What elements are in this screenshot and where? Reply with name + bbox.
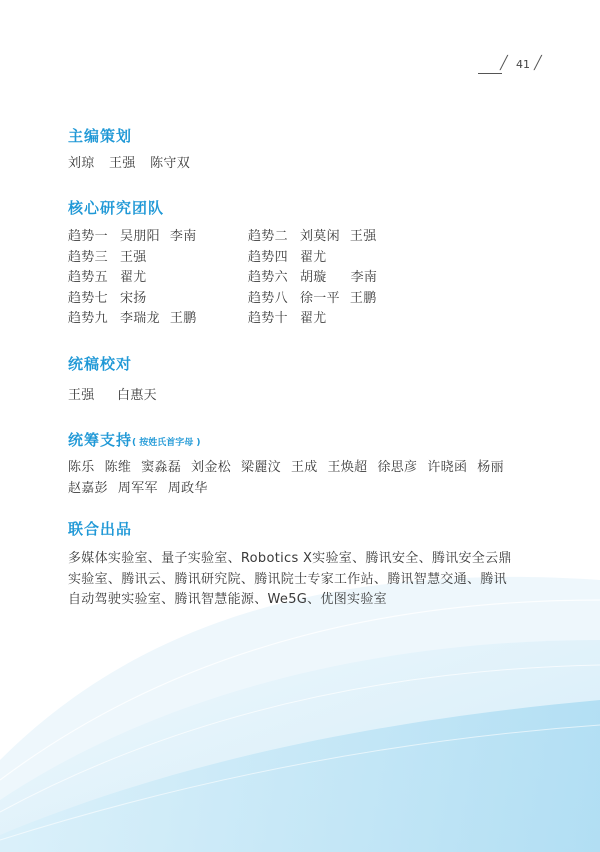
joint-text xyxy=(68,549,548,611)
person-name: 宋扬 xyxy=(120,290,147,306)
support-line-1 xyxy=(68,458,538,479)
person-name: 李南 xyxy=(350,270,378,285)
editor-section xyxy=(68,125,132,146)
page-number-slash-right: ╱ xyxy=(534,56,542,71)
person-name: 李南 xyxy=(169,229,197,244)
person-name: 杨丽 xyxy=(477,460,504,475)
team-row xyxy=(68,268,538,289)
proofread-section xyxy=(68,353,132,374)
section-heading: 主编策划 xyxy=(68,127,133,145)
team-row xyxy=(68,227,538,248)
person-name: 刘金松 xyxy=(191,460,232,475)
page-number-slash-left: ╱ xyxy=(500,56,508,71)
joint-line-1: 多媒体实验室、量子实验室、Robotics X实验室、腾讯安全、腾讯安全云鼎 xyxy=(68,551,512,566)
person-name: 梁麗汶 xyxy=(241,460,281,475)
person-name: 翟尤 xyxy=(300,249,327,265)
joint-line-3: 自动驾驶实验室、腾讯智慧能源、We5G、优图实验室 xyxy=(68,592,387,607)
person-name: 刘莫闲 xyxy=(300,229,340,244)
page-number-rule-left xyxy=(478,73,502,74)
section-heading: 核心研究团队 xyxy=(68,199,165,217)
person-name: 徐思彦 xyxy=(377,460,418,475)
person-name: 王鹏 xyxy=(169,311,197,326)
person-name: 陈乐 xyxy=(68,460,95,475)
core-team-list xyxy=(68,227,538,330)
joint-line-2: 实验室、腾讯云、腾讯研究院、腾讯院士专家工作站、腾讯智慧交通、腾讯 xyxy=(68,571,507,587)
person-name: 周军军 xyxy=(117,480,158,496)
person-name: 赵嘉彭 xyxy=(68,480,108,496)
person-name: 吴朋阳 xyxy=(120,229,160,244)
trend-tag: 趋势五 xyxy=(68,270,108,285)
trend-tag: 趋势六 xyxy=(248,270,288,285)
section-heading: 统筹支持 xyxy=(68,431,133,449)
person-name: 陈守双 xyxy=(150,156,190,171)
person-name: 王强 xyxy=(120,249,147,265)
support-section xyxy=(68,429,201,450)
team-row xyxy=(68,309,538,330)
section-heading: 统稿校对 xyxy=(68,355,133,373)
proofread-names xyxy=(68,386,167,407)
person-name: 陈维 xyxy=(104,460,132,475)
person-name: 周政华 xyxy=(167,480,208,496)
trend-tag: 趋势九 xyxy=(68,311,108,326)
trend-tag: 趋势十 xyxy=(248,311,288,326)
section-heading: 联合出品 xyxy=(68,520,133,538)
person-name: 李瑞龙 xyxy=(120,311,160,326)
support-names xyxy=(68,458,538,499)
team-row xyxy=(68,248,538,269)
team-row xyxy=(68,289,538,310)
person-name: 许晓函 xyxy=(427,460,468,475)
joint-section xyxy=(68,518,132,539)
person-name: 王成 xyxy=(290,460,318,475)
editor-names xyxy=(68,154,200,175)
person-name: 徐一平 xyxy=(300,290,340,306)
person-name: 王强 xyxy=(68,388,95,403)
person-name: 窦淼磊 xyxy=(141,460,182,475)
person-name: 翟尤 xyxy=(120,270,147,285)
person-name: 白惠天 xyxy=(117,388,157,403)
person-name: 王强 xyxy=(349,229,377,244)
person-name: 王鹏 xyxy=(349,290,377,306)
support-line-2 xyxy=(68,479,538,500)
trend-tag: 趋势七 xyxy=(68,290,108,306)
trend-tag: 趋势一 xyxy=(68,229,108,244)
trend-tag: 趋势二 xyxy=(248,229,288,244)
page-number: 41 xyxy=(516,58,530,71)
person-name: 王强 xyxy=(109,156,136,171)
core-team-section xyxy=(68,197,164,218)
trend-tag: 趋势八 xyxy=(248,290,288,306)
person-name: 刘琼 xyxy=(68,156,95,171)
person-name: 胡璇 xyxy=(300,270,327,285)
person-name: 王焕超 xyxy=(327,460,368,475)
trend-tag: 趋势三 xyxy=(68,249,108,265)
person-name: 翟尤 xyxy=(300,311,327,326)
trend-tag: 趋势四 xyxy=(248,249,288,265)
section-note: ( 按姓氏首字母 ) xyxy=(132,438,201,448)
